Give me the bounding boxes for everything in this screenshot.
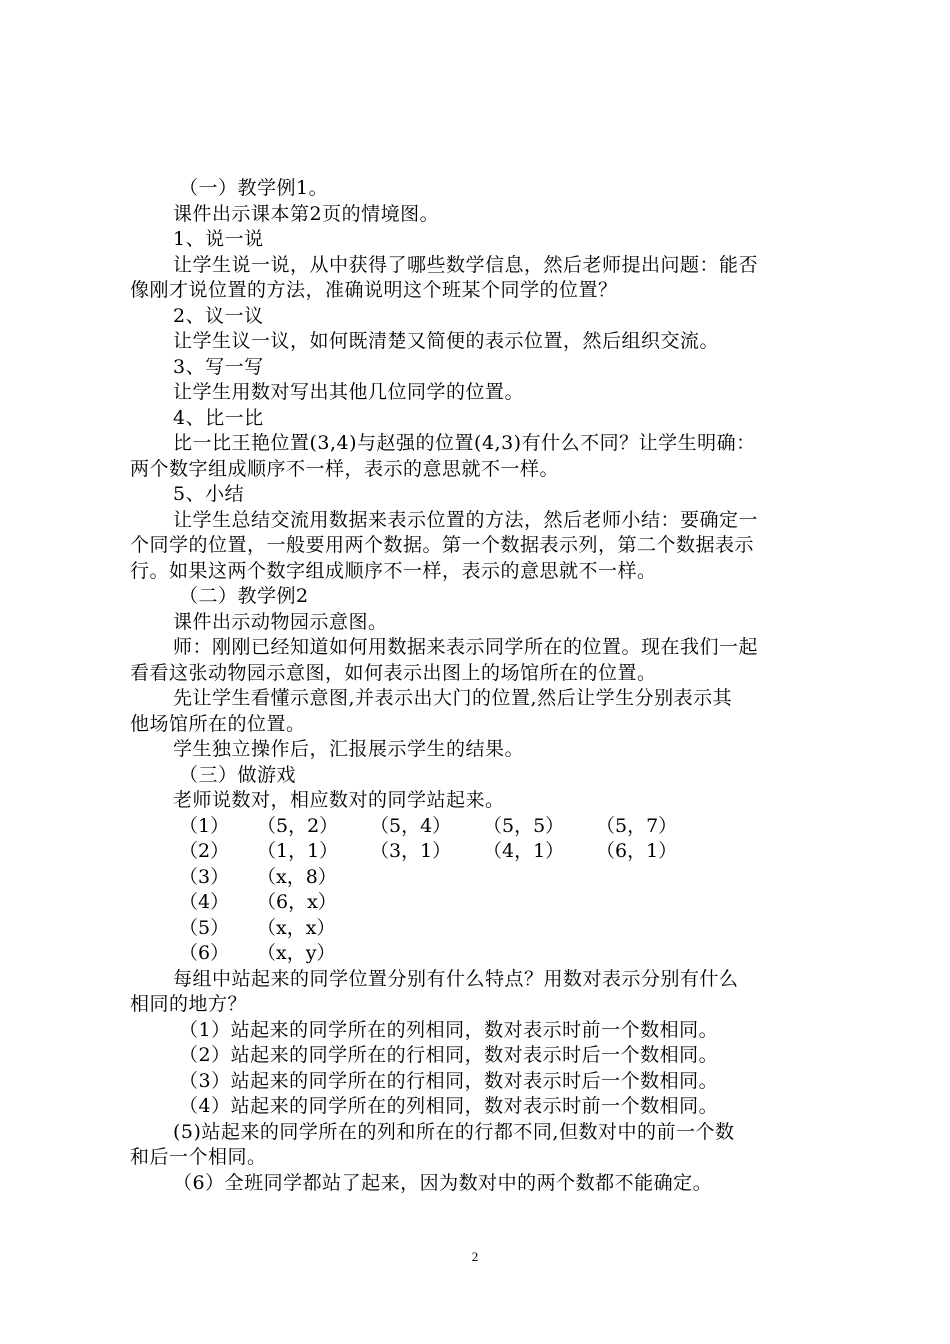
page-number: 2 bbox=[471, 1249, 479, 1264]
game-row-label: （4） bbox=[179, 891, 230, 913]
game-pair-list bbox=[130, 814, 835, 967]
paragraph-line: 他场馆所在的位置。 bbox=[130, 712, 306, 735]
sub-heading: 2、议一议 bbox=[173, 304, 264, 327]
game-row bbox=[130, 814, 835, 840]
game-pair: （6，1） bbox=[596, 840, 678, 862]
paragraph-line: 行。如果这两个数字组成顺序不一样，表示的意思就不一样。 bbox=[130, 559, 657, 582]
game-pair: （4，1） bbox=[483, 840, 565, 862]
game-row bbox=[130, 865, 835, 891]
game-row-label: （6） bbox=[179, 942, 230, 964]
answer-line: 和后一个相同。 bbox=[130, 1146, 267, 1168]
answer-line: （1）站起来的同学所在的列相同，数对表示时前一个数相同。 bbox=[179, 1018, 719, 1041]
game-row bbox=[130, 916, 835, 942]
answer-line: （3）站起来的同学所在的行相同，数对表示时后一个数相同。 bbox=[179, 1069, 719, 1092]
sub-heading: 5、小结 bbox=[173, 483, 245, 505]
game-pair: （x，y） bbox=[257, 942, 336, 964]
sub-heading: 4、比一比 bbox=[173, 406, 264, 429]
game-pair: （6，x） bbox=[257, 891, 337, 913]
paragraph-line: 先让学生看懂示意图,并表示出大门的位置,然后让学生分别表示其 bbox=[173, 687, 733, 709]
game-row bbox=[130, 941, 835, 967]
paragraph-line: 每组中站起来的同学位置分别有什么特点？用数对表示分别有什么 bbox=[173, 967, 739, 990]
paragraph: 让学生议一议，如何既清楚又简便的表示位置，然后组织交流。 bbox=[173, 330, 720, 352]
game-pair: （5，7） bbox=[596, 814, 678, 837]
paragraph: 学生独立操作后，汇报展示学生的结果。 bbox=[173, 738, 525, 760]
document-body bbox=[130, 176, 835, 1196]
answer-line: （6）全班同学都站了起来，因为数对中的两个数都不能确定。 bbox=[173, 1171, 713, 1194]
game-pair: （5，5） bbox=[483, 814, 565, 837]
game-pair: （5，4） bbox=[370, 814, 452, 837]
paragraph: 老师说数对，相应数对的同学站起来。 bbox=[173, 789, 505, 811]
game-row bbox=[130, 839, 835, 865]
paragraph-line: 两个数字组成顺序不一样，表示的意思就不一样。 bbox=[130, 457, 560, 480]
game-row-label: （1） bbox=[179, 814, 230, 837]
paragraph-line: 像刚才说位置的方法，准确说明这个班某个同学的位置？ bbox=[130, 279, 618, 301]
game-row-label: （3） bbox=[179, 865, 230, 888]
paragraph-line: 看看这张动物园示意图，如何表示出图上的场馆所在的位置。 bbox=[130, 661, 657, 684]
game-row-label: （2） bbox=[179, 840, 230, 862]
game-pair: （3，1） bbox=[370, 840, 452, 862]
paragraph-line: 让学生总结交流用数据来表示位置的方法，然后老师小结：要确定一 bbox=[173, 508, 759, 531]
sub-heading: 1、说一说 bbox=[173, 228, 264, 250]
game-pair: （x，8） bbox=[257, 865, 337, 888]
paragraph-line: 师：刚刚已经知道如何用数据来表示同学所在的位置。现在我们一起 bbox=[173, 636, 759, 658]
paragraph: 课件出示课本第2页的情境图。 bbox=[173, 202, 440, 225]
answer-line: (5)站起来的同学所在的列和所在的行都不同,但数对中的前一个数 bbox=[173, 1120, 735, 1143]
paragraph-line: 比一比王艳位置(3,4)与赵强的位置(4,3)有什么不同？让学生明确： bbox=[173, 432, 756, 454]
game-pair: （x，x） bbox=[257, 916, 336, 939]
paragraph: 课件出示动物园示意图。 bbox=[173, 610, 388, 633]
paragraph-line: 让学生说一说，从中获得了哪些数学信息，然后老师提出问题：能否 bbox=[173, 253, 759, 276]
answer-line: （2）站起来的同学所在的行相同，数对表示时后一个数相同。 bbox=[179, 1044, 719, 1066]
paragraph-line: 个同学的位置，一般要用两个数据。第一个数据表示列，第二个数据表示 bbox=[130, 534, 755, 556]
game-row-label: （5） bbox=[179, 916, 230, 939]
section-heading-1: （一）教学例1。 bbox=[179, 177, 329, 199]
section-heading-2: （二）教学例2 bbox=[179, 585, 309, 607]
answer-line: （4）站起来的同学所在的列相同，数对表示时前一个数相同。 bbox=[179, 1095, 719, 1117]
game-pair: （5，2） bbox=[257, 814, 339, 837]
paragraph-line: 相同的地方？ bbox=[130, 993, 248, 1015]
game-row bbox=[130, 890, 835, 916]
paragraph: 让学生用数对写出其他几位同学的位置。 bbox=[173, 381, 525, 403]
sub-heading: 3、写一写 bbox=[173, 355, 264, 378]
game-pair: （1，1） bbox=[257, 840, 339, 862]
section-heading-3: （三）做游戏 bbox=[179, 763, 297, 786]
